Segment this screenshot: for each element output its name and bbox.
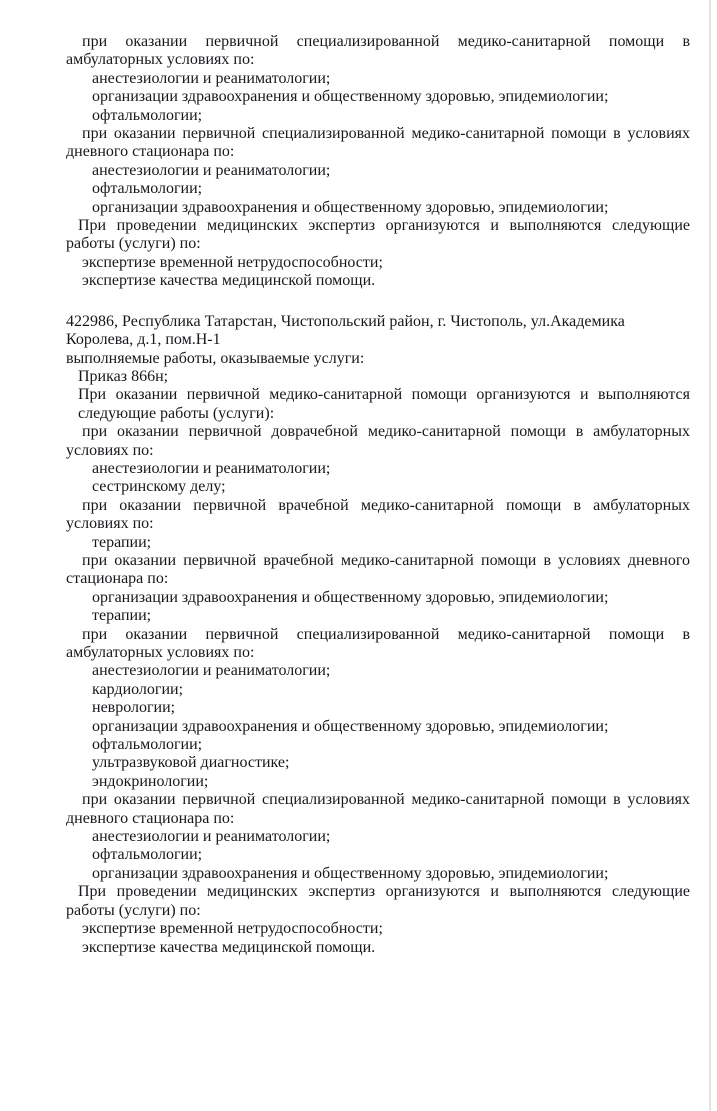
document-line: сестринскому делу; — [92, 478, 226, 496]
document-line: амбулаторных условиях по: — [66, 51, 255, 69]
document-line: при оказании первичной специализированной медико-санитарной помощи в условиях — [82, 791, 690, 809]
document-line: при оказании первичной специализированной медико-санитарной помощи в — [82, 625, 690, 643]
section-address-422986 — [66, 313, 690, 957]
section-gap — [66, 291, 690, 313]
document-line: анестезиологии и реаниматологии; — [92, 69, 331, 87]
document-line: анестезиологии и реаниматологии; — [92, 828, 331, 846]
document-line: стационара по: — [66, 570, 169, 588]
document-line: экспертизе качества медицинской помощи. — [82, 938, 376, 956]
document-line: при оказании первичной доврачебной медико-санитарной помощи в амбулаторных — [82, 423, 690, 441]
document-line: условиях по: — [66, 515, 154, 533]
document-line: анестезиологии и реаниматологии; — [92, 662, 331, 680]
document-line: Приказ 866н; — [78, 367, 169, 385]
document-line: экспертизе временной нетрудоспособности; — [82, 920, 383, 938]
document-line: офтальмологии; — [92, 180, 203, 198]
page-right-edge-line — [709, 0, 711, 1111]
document-line: терапии; — [92, 533, 152, 551]
document-line: офтальмологии; — [92, 846, 203, 864]
document-line: При оказании первичной медико-санитарной помощи организуются и выполняются — [78, 386, 690, 404]
document-line: при оказании первичной врачебной медико-санитарной помощи в условиях дневного — [82, 551, 690, 569]
document-line: анестезиологии и реаниматологии; — [92, 161, 331, 179]
document-text-body — [66, 33, 690, 957]
document-line: кардиологии; — [92, 680, 184, 698]
document-line: экспертизе качества медицинской помощи. — [82, 272, 376, 290]
document-line: анестезиологии и реаниматологии; — [92, 459, 331, 477]
document-line: амбулаторных условиях по: — [66, 644, 255, 661]
document-line: работы (услуги) по: — [66, 901, 201, 919]
document-line: офтальмологии; — [92, 736, 203, 754]
document-line: организации здравоохранения и общественному здоровью, эпидемиологии; — [92, 88, 609, 106]
document-line: дневного стационара по: — [66, 143, 235, 161]
document-line: следующие работы (услуги): — [78, 404, 275, 422]
document-line: офтальмологии; — [92, 106, 203, 124]
document-line: ультразвуковой диагностике; — [92, 754, 290, 772]
document-line: Королева, д.1, пом.Н-1 — [66, 331, 221, 349]
document-line: При проведении медицинских экспертиз организуются и выполняются следующие — [78, 883, 690, 901]
document-line: неврологии; — [92, 699, 176, 717]
document-line: организации здравоохранения и общественному здоровью, эпидемиологии; — [92, 717, 609, 735]
document-line: эндокринологии; — [92, 772, 209, 790]
document-line: экспертизе временной нетрудоспособности; — [82, 253, 383, 271]
document-line: работы (услуги) по: — [66, 235, 201, 253]
document-line: 422986, Республика Татарстан, Чистопольский район, г. Чистополь, ул.Академика — [66, 312, 625, 330]
document-line: выполняемые работы, оказываемые услуги: — [66, 349, 365, 367]
document-line: дневного стационара по: — [66, 809, 235, 827]
document-line: при оказании первичной специализированной медико-санитарной помощи в условиях — [82, 125, 690, 143]
document-line: условиях по: — [66, 441, 154, 459]
document-line: организации здравоохранения и общественному здоровью, эпидемиологии; — [92, 588, 609, 606]
section-works-services-continued — [66, 33, 690, 291]
document-line: организации здравоохранения и общественному здоровью, эпидемиологии; — [92, 198, 609, 216]
document-line: при оказании первичной специализированной медико-санитарной помощи в — [82, 33, 690, 50]
document-line: терапии; — [92, 607, 152, 625]
document-line: организации здравоохранения и общественному здоровью, эпидемиологии; — [92, 864, 609, 882]
document-line: При проведении медицинских экспертиз организуются и выполняются следующие — [78, 217, 690, 235]
document-line: при оказании первичной врачебной медико-санитарной помощи в амбулаторных — [82, 496, 690, 514]
